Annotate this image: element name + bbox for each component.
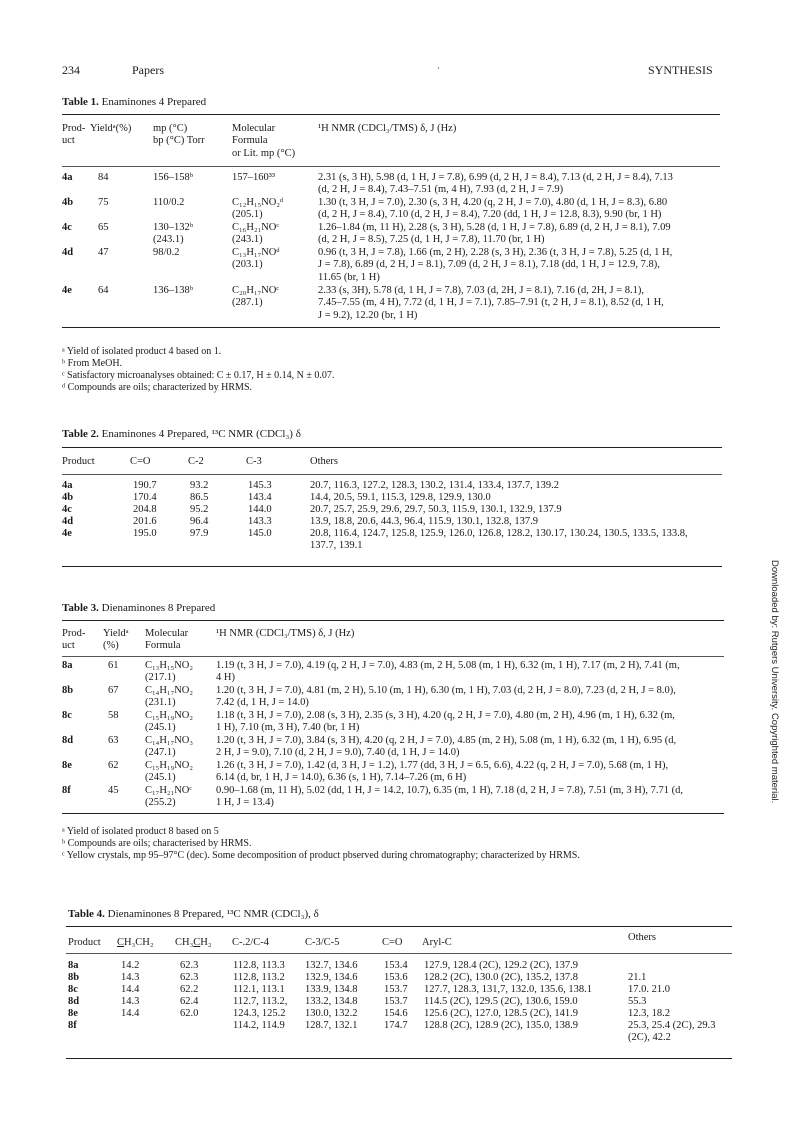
- footnote: ᵈ Compounds are oils; characterized by HRMS.: [62, 382, 253, 393]
- ch2-value: 62.3: [180, 972, 199, 983]
- yield-value: 64: [98, 285, 109, 296]
- aryl-value: 128.8 (2C), 128.9 (2C), 135.0, 138.9: [424, 1020, 578, 1031]
- mp-value: 98/0.2: [153, 247, 180, 258]
- ch2-value: 62.3: [180, 960, 199, 971]
- ch2-value: 62.2: [180, 984, 199, 995]
- nmr-value: 0.96 (t, 3 H, J = 7.8), 1.66 (m, 2 H), 2.28 (s, 3 H), 2.36 (t, 3 H, J = 7.8), 5.25 (d, 1 H, J = 7.8), 6.89 (d, 2 H, J = 8.1), 7.09 (d, 2 H, J = 8.1), 7.18 (dd, 1 H, J = 12.9, 7.8), 11.65 (br, 1 H): [318, 247, 673, 283]
- co-value: 153.4: [384, 960, 408, 971]
- nmr-value: 2.33 (s, 3H), 5.78 (d, 1 H, J = 7.8), 7.03 (d, 2H, J = 8.1), 7.16 (d, 2H, J = 8.1), 7.45–7.55 (m, 4 H), 7.72 (d, 1 H, J = 7.1), 7.85–7.91 (t, 2 H, J = 8.1), 8.52 (d, 1 H, J = 9.2), 12.20 (br, 1 H): [318, 285, 664, 321]
- table1-header-nmr: ¹H NMR (CDCl₃/TMS) δ, J (Hz): [318, 123, 457, 134]
- product-id: 4a: [62, 172, 73, 183]
- others-value: 14.4, 20.5, 59.1, 115.3, 129.8, 129.9, 130.0: [310, 492, 491, 503]
- yield-value: 61: [108, 660, 119, 671]
- formula-value: C₂₀H₁₇NOᶜ (287.1): [232, 285, 280, 309]
- table1-title-label: Table 1.: [62, 96, 99, 108]
- formula-value: C₁₆H₂₁NOᶜ (243.1): [232, 222, 280, 246]
- table1-header-mp: mp (°C) bp (°C) Torr: [153, 123, 205, 147]
- product-id: 4e: [62, 285, 72, 296]
- table3-bottom-rule: [62, 813, 724, 814]
- table1-footnotes: [62, 346, 334, 394]
- table3-title-label: Table 3.: [62, 602, 99, 614]
- formula-value: C₁₃H₁₅NO₂ (217.1): [145, 660, 194, 684]
- product-id: 8e: [62, 760, 72, 771]
- c3-value: 145.0: [248, 528, 272, 539]
- table4-header-rule: [66, 953, 732, 954]
- mp-value: 130–132ᵇ (243.1): [153, 222, 194, 246]
- nmr-value: 1.18 (t, 3 H, J = 7.0), 2.08 (s, 3 H), 2.35 (s, 3 H), 4.20 (q, 2 H, J = 7.0), 4.80 (m, 2 H), 4.96 (m, 1 H), 6.32 (m, 1 H), 7.10 (m, 3 H), 7.40 (br, 1 H): [216, 710, 675, 734]
- table2-header-others: Others: [310, 456, 338, 467]
- formula-value: C₁₃H₁₇NOᵈ (203.1): [232, 247, 280, 271]
- table1-top-rule: [62, 114, 720, 115]
- table3-footnotes: [62, 826, 580, 862]
- others-value: 17.0. 21.0: [628, 984, 670, 995]
- others-value: 20.7, 116.3, 127.2, 128.3, 130.2, 131.4, 133.4, 137.7, 139.2: [310, 480, 559, 491]
- product-id: 8b: [62, 685, 74, 696]
- product-id: 8e: [68, 1008, 78, 1019]
- nmr-value: 1.26–1.84 (m, 11 H), 2.28 (s, 3 H), 5.28 (d, 1 H, J = 7.8), 6.89 (d, 2 H, J = 8.1), 7.09 (d, 2 H, J = 8.5), 7.25 (d, 1 H, J = 7.8), 11.70 (br, 1 H): [318, 222, 671, 246]
- co-value: 153.6: [384, 972, 408, 983]
- nmr-value: 1.20 (t, 3 H, J = 7.0), 3.84 (s, 3 H), 4.20 (q, 2 H, J = 7.0), 4.85 (m, 2 H), 5.08 (m, 1 H), 6.32 (m, 1 H), 6.95 (d, 2 H, J = 9.0), 7.10 (d, 2 H, J = 9.0), 7.40 (d, 1 H, J = 14.0): [216, 735, 677, 759]
- c35-value: 132.9, 134.6: [305, 972, 358, 983]
- co-value: 154.6: [384, 1008, 408, 1019]
- yield-value: 62: [108, 760, 119, 771]
- yield-value: 47: [98, 247, 109, 258]
- table3-title: [62, 602, 215, 614]
- nmr-value: 1.20 (t, 3 H, J = 7.0), 4.81 (m, 2 H), 5.10 (m, 1 H), 6.30 (m, 1 H), 7.03 (d, 2 H, J = 8.0), 7.23 (d, 2 H, J = 8.0), 7.42 (d, 1 H, J = 14.0): [216, 685, 676, 709]
- table3-title-text: Dienaminones 8 Prepared: [101, 602, 216, 614]
- table2-title-label: Table 2.: [62, 428, 99, 440]
- product-id: 8d: [68, 996, 80, 1007]
- co-value: 153.7: [384, 996, 408, 1007]
- aryl-value: 127.9, 128.4 (2C), 129.2 (2C), 137.9: [424, 960, 578, 971]
- footnote: ᵇ Compounds are oils; characterised by HRMS.: [62, 838, 252, 849]
- product-id: 8b: [68, 972, 80, 983]
- c35-value: 128.7, 132.1: [305, 1020, 358, 1031]
- co-value: 170.4: [133, 492, 157, 503]
- c24-value: 112.8, 113.2: [233, 972, 285, 983]
- formula-value: 157–160³³: [232, 172, 276, 183]
- others-value: 13.9, 18.8, 20.6, 44.3, 96.4, 115.9, 130.1, 132.8, 137.9: [310, 516, 538, 527]
- formula-value: C₁₅H₁₉NO₂ (245.1): [145, 710, 194, 734]
- table4-header-ch3ch2: CH₃CH₂: [117, 937, 154, 948]
- table2-bottom-rule: [62, 566, 722, 567]
- c3-value: 145.3: [248, 480, 272, 491]
- formula-value: C₁₄H₁₇NO₃ (247.1): [145, 735, 194, 759]
- table2-title: [62, 428, 301, 440]
- mp-value: 110/0.2: [153, 197, 185, 208]
- c24-value: 112.7, 113.2,: [233, 996, 288, 1007]
- product-id: 4a: [62, 480, 73, 491]
- table4-header-c35: C-3/C-5: [305, 937, 340, 948]
- yield-value: 84: [98, 172, 109, 183]
- others-value: 20.7, 25.7, 25.9, 29.6, 29.7, 50.3, 115.9, 130.1, 132.9, 137.9: [310, 504, 562, 515]
- c35-value: 130.0, 132.2: [305, 1008, 358, 1019]
- nmr-value: 1.30 (t, 3 H, J = 7.0), 2.30 (s, 3 H, 4.20 (q, 2 H, J = 7.0), 4.80 (d, 1 H, J = 8.3), 6.80 (d, 2 H, J = 8.4), 7.10 (d, 2 H, J = 8.4), 7.20 (dd, 1 H, J = 12.8, 8.3), 9.90 (br, 1 H): [318, 197, 668, 221]
- product-id: 4c: [62, 504, 72, 515]
- table3-header-product: Prod- uct: [62, 628, 86, 652]
- product-id: 8d: [62, 735, 74, 746]
- journal-name: SYNTHESIS: [648, 63, 713, 77]
- others-value: 12.3, 18.2: [628, 1008, 670, 1019]
- co-value: 174.7: [384, 1020, 408, 1031]
- table1-header-yield: Yieldᵃ(%): [90, 123, 132, 134]
- product-id: 8c: [62, 710, 72, 721]
- yield-value: 63: [108, 735, 119, 746]
- table2-header-rule: [62, 474, 722, 475]
- table2-title-text: Enaminones 4 Prepared, ¹³C NMR (CDCl₃) δ: [101, 428, 301, 440]
- c35-value: 132.7, 134.6: [305, 960, 358, 971]
- product-id: 4b: [62, 492, 74, 503]
- table4-title: [68, 908, 319, 920]
- c2-value: 97.9: [190, 528, 209, 539]
- mp-value: 156–158ᵇ: [153, 172, 194, 183]
- table4-header-product: Product: [68, 937, 101, 948]
- product-id: 4d: [62, 247, 74, 258]
- table3-header-formula: Molecular Formula: [145, 628, 189, 652]
- c2-value: 86.5: [190, 492, 209, 503]
- yield-value: 45: [108, 785, 119, 796]
- footnote: ᶜ Yellow crystals, mp 95–97°C (dec). Some decomposition of product pbserved during chromatography; characterized by HRMS.: [62, 850, 580, 861]
- yield-value: 75: [98, 197, 109, 208]
- others-value: 55.3: [628, 996, 647, 1007]
- table1-title-text: Enaminones 4 Prepared: [101, 96, 207, 108]
- table4-header-aryl: Aryl-C: [422, 937, 452, 948]
- ch3ch2-value: 14.4: [121, 1008, 140, 1019]
- product-id: 8f: [68, 1020, 77, 1031]
- download-notice: Downloaded by: Rutgers University. Copyrighted material.: [769, 560, 780, 804]
- table4-top-rule: [66, 926, 732, 927]
- table2-top-rule: [62, 447, 722, 448]
- formula-value: C₁₂H₁₅NO₂ᵈ (205.1): [232, 197, 284, 221]
- c3-value: 144.0: [248, 504, 272, 515]
- co-value: 190.7: [133, 480, 157, 491]
- c24-value: 112.8, 113.3: [233, 960, 285, 971]
- nmr-value: 0.90–1.68 (m, 11 H), 5.02 (dd, 1 H, J = 14.2, 10.7), 6.35 (m, 1 H), 7.18 (d, 2 H, J = 7.8), 7.51 (m, 3 H), 7.71 (d, 1 H, J = 13.4): [216, 785, 684, 809]
- formula-value: C₁₇H₂₁NOᶜ (255.2): [145, 785, 193, 809]
- product-id: 8a: [62, 660, 73, 671]
- ch3ch2-value: 14.3: [121, 996, 140, 1007]
- product-id: 8f: [62, 785, 71, 796]
- others-value: 20.8, 116.4, 124.7, 125.8, 125.9, 126.0, 126.8, 128.2, 130.17, 130.24, 130.5, 133.5, 133.8, 137.7, 139.1: [310, 528, 688, 552]
- formula-value: C₁₄H₁₇NO₂ (231.1): [145, 685, 194, 709]
- product-id: 4c: [62, 222, 72, 233]
- table4-header-others: Others: [628, 932, 656, 943]
- co-value: 204.8: [133, 504, 157, 515]
- others-value: 21.1: [628, 972, 647, 983]
- footnote: ᵇ From MeOH.: [62, 358, 123, 369]
- ch3ch2-value: 14.4: [121, 984, 140, 995]
- ch3ch2-value: 14.3: [121, 972, 140, 983]
- table3-header-yield: Yieldᵃ (%): [103, 628, 129, 652]
- table2-header-c3: C-3: [246, 456, 262, 467]
- co-value: 195.0: [133, 528, 157, 539]
- table4-bottom-rule: [66, 1058, 732, 1059]
- table1-header-rule: [62, 166, 720, 167]
- c35-value: 133.2, 134.8: [305, 996, 358, 1007]
- yield-value: 67: [108, 685, 119, 696]
- co-value: 153.7: [384, 984, 408, 995]
- aryl-value: 127.7, 128.3, 131,7, 132.0, 135.6, 138.1: [424, 984, 592, 995]
- nmr-value: 2.31 (s, 3 H), 5.98 (d, 1 H, J = 7.8), 6.99 (d, 2 H, J = 8.4), 7.13 (d, 2 H, J = 8.4), 7.13 (d, 2 H, J = 8.4), 7.43–7.51 (m, 4 H), 7.93 (d, 2 H, J = 7.9): [318, 172, 673, 196]
- c24-value: 112.1, 113.1: [233, 984, 285, 995]
- c24-value: 114.2, 114.9: [233, 1020, 285, 1031]
- footnote: ᵃ Yield of isolated product 8 based on 5: [62, 826, 219, 837]
- table1-title: [62, 96, 206, 108]
- ch2-value: 62.0: [180, 1008, 199, 1019]
- product-id: 4d: [62, 516, 74, 527]
- c2-value: 95.2: [190, 504, 209, 515]
- c24-value: 124.3, 125.2: [233, 1008, 286, 1019]
- nmr-value: 1.26 (t, 3 H, J = 7.0), 1.42 (d, 3 H, J = 1.2), 1.77 (dd, 3 H, J = 6.5, 6.6), 4.22 (q, 2 H, J = 7.0), 5.68 (m, 1 H), 6.14 (d, br, 1 H, J = 14.0), 6.36 (s, 1 H), 7.14–7.26 (m, 6 H): [216, 760, 669, 784]
- mp-value: 136–138ᵇ: [153, 285, 194, 296]
- c3-value: 143.4: [248, 492, 272, 503]
- aryl-value: 114.5 (2C), 129.5 (2C), 130.6, 159.0: [424, 996, 578, 1007]
- table4-title-text: Dienaminones 8 Prepared, ¹³C NMR (CDCl₃), δ: [107, 908, 319, 920]
- ch2-value: 62.4: [180, 996, 199, 1007]
- formula-value: C₁₅H₁₉NO₂ (245.1): [145, 760, 194, 784]
- table4-title-label: Table 4.: [68, 908, 105, 920]
- table1-header-product: Prod- uct: [62, 123, 86, 147]
- co-value: 201.6: [133, 516, 157, 527]
- c3-value: 143.3: [248, 516, 272, 527]
- others-value: 25.3, 25.4 (2C), 29.3 (2C), 42.2: [628, 1020, 716, 1044]
- c2-value: 93.2: [190, 480, 209, 491]
- section-name: Papers: [132, 63, 164, 77]
- page-number: 234: [62, 63, 80, 77]
- table2-header-c2: C-2: [188, 456, 204, 467]
- aryl-value: 125.6 (2C), 127.0, 128.5 (2C), 141.9: [424, 1008, 578, 1019]
- table1-bottom-rule: [62, 327, 720, 328]
- table1-header-formula: Molecular Formula or Lit. mp (°C): [232, 123, 296, 159]
- table4-header-co: C=O: [382, 937, 403, 948]
- nmr-value: 1.19 (t, 3 H, J = 7.0), 4.19 (q, 2 H, J = 7.0), 4.83 (m, 2 H, 5.08 (m, 1 H), 6.32 (m, 1 H), 7.17 (m, 2 H), 7.41 (m, 4 H): [216, 660, 680, 684]
- yield-value: 65: [98, 222, 109, 233]
- yield-value: 58: [108, 710, 119, 721]
- table2-header-product: Product: [62, 456, 95, 467]
- c35-value: 133.9, 134.8: [305, 984, 358, 995]
- product-id: 4e: [62, 528, 72, 539]
- product-id: 8c: [68, 984, 78, 995]
- product-id: 4b: [62, 197, 74, 208]
- table3-header-rule: [62, 656, 724, 657]
- product-id: 8a: [68, 960, 79, 971]
- header-dot: ·: [437, 63, 440, 73]
- footnote: ᵃ Yield of isolated product 4 based on 1.: [62, 346, 222, 357]
- footnote: ᶜ Satisfactory microanalyses obtained: C ± 0.17, H ± 0.14, N ± 0.07.: [62, 370, 335, 381]
- ch3ch2-value: 14.2: [121, 960, 140, 971]
- c2-value: 96.4: [190, 516, 209, 527]
- table2-header-co: C=O: [130, 456, 151, 467]
- table3-top-rule: [62, 620, 724, 621]
- table3-header-nmr: ¹H NMR (CDCl₃/TMS) δ, J (Hz): [216, 628, 355, 639]
- table4-header-ch3ch2-b: CH₃CH₂: [175, 937, 212, 948]
- table4-header-c24: C-.2/C-4: [232, 937, 270, 948]
- aryl-value: 128.2 (2C), 130.0 (2C), 135.2, 137.8: [424, 972, 578, 983]
